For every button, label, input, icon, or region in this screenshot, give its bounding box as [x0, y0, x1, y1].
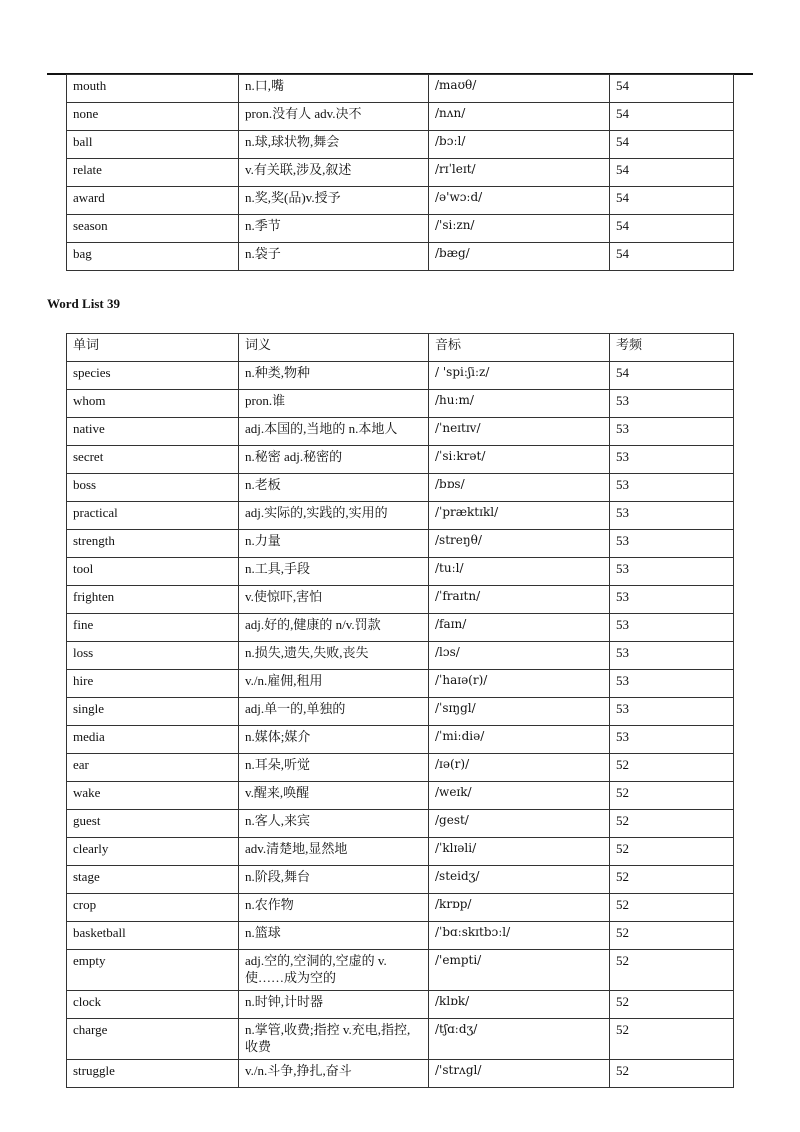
frequency-cell: 53	[610, 614, 734, 642]
vocabulary-table-continued	[66, 74, 734, 271]
table-row	[67, 950, 734, 991]
phonetic-cell: /faɪn/	[429, 614, 610, 642]
meaning-cell: adj.本国的,当地的 n.本地人	[239, 418, 429, 446]
meaning-cell: adj.实际的,实践的,实用的	[239, 502, 429, 530]
meaning-cell: pron.谁	[239, 390, 429, 418]
word-cell: boss	[67, 474, 239, 502]
word-cell: tool	[67, 558, 239, 586]
frequency-cell: 53	[610, 390, 734, 418]
word-cell: charge	[67, 1019, 239, 1060]
word-cell: loss	[67, 642, 239, 670]
table-row	[67, 502, 734, 530]
meaning-cell: n.时钟,计时器	[239, 991, 429, 1019]
section-title: Word List 39	[47, 296, 120, 311]
frequency-cell: 54	[610, 362, 734, 390]
word-cell: strength	[67, 530, 239, 558]
meaning-cell: n.掌管,收费;指控 v.充电,指控,收费	[239, 1019, 429, 1060]
frequency-cell: 52	[610, 950, 734, 991]
table-row	[67, 103, 734, 131]
table-row	[67, 894, 734, 922]
table-row	[67, 187, 734, 215]
table-row	[67, 215, 734, 243]
phonetic-cell: /steidʒ/	[429, 866, 610, 894]
phonetic-cell: /streŋθ/	[429, 530, 610, 558]
frequency-cell: 52	[610, 838, 734, 866]
frequency-cell: 53	[610, 586, 734, 614]
meaning-cell: n.季节	[239, 215, 429, 243]
phonetic-cell: /ə'wɔːd/	[429, 187, 610, 215]
frequency-cell: 54	[610, 243, 734, 271]
meaning-cell: n.球,球状物,舞会	[239, 131, 429, 159]
phonetic-cell: /ˈpræktɪkl/	[429, 502, 610, 530]
word-cell: ear	[67, 754, 239, 782]
phonetic-cell: /ɪə(r)/	[429, 754, 610, 782]
phonetic-cell: /klɒk/	[429, 991, 610, 1019]
phonetic-cell: / 'spiːʃiːz/	[429, 362, 610, 390]
frequency-cell: 52	[610, 754, 734, 782]
frequency-cell: 52	[610, 991, 734, 1019]
phonetic-cell: /ˈhaɪə(r)/	[429, 670, 610, 698]
meaning-cell: n.阶段,舞台	[239, 866, 429, 894]
word-cell: media	[67, 726, 239, 754]
word-cell: struggle	[67, 1060, 239, 1088]
table-row	[67, 474, 734, 502]
meaning-cell: n.口,嘴	[239, 75, 429, 103]
table-row	[67, 726, 734, 754]
table-row	[67, 446, 734, 474]
frequency-cell: 52	[610, 1060, 734, 1088]
frequency-cell: 54	[610, 159, 734, 187]
frequency-cell: 54	[610, 215, 734, 243]
header-word: 单词	[67, 334, 239, 362]
phonetic-cell: /tuːl/	[429, 558, 610, 586]
table-row	[67, 991, 734, 1019]
meaning-cell: v./n.斗争,挣扎,奋斗	[239, 1060, 429, 1088]
meaning-cell: n.奖,奖(品)v.授予	[239, 187, 429, 215]
table-row	[67, 131, 734, 159]
phonetic-cell: /nʌn/	[429, 103, 610, 131]
word-cell: stage	[67, 866, 239, 894]
vocabulary-table-word-list-39	[66, 333, 734, 1088]
table-row	[67, 810, 734, 838]
frequency-cell: 52	[610, 782, 734, 810]
header-meaning: 词义	[239, 334, 429, 362]
word-cell: native	[67, 418, 239, 446]
table-row	[67, 698, 734, 726]
word-cell: single	[67, 698, 239, 726]
meaning-cell: adj.单一的,单独的	[239, 698, 429, 726]
word-cell: fine	[67, 614, 239, 642]
meaning-cell: n.农作物	[239, 894, 429, 922]
table-row	[67, 418, 734, 446]
table-row	[67, 614, 734, 642]
phonetic-cell: /gest/	[429, 810, 610, 838]
frequency-cell: 52	[610, 894, 734, 922]
phonetic-cell: /tʃɑːdʒ/	[429, 1019, 610, 1060]
table-row	[67, 1019, 734, 1060]
table-row	[67, 243, 734, 271]
meaning-cell: n.老板	[239, 474, 429, 502]
meaning-cell: adj.好的,健康的 n/v.罚款	[239, 614, 429, 642]
frequency-cell: 53	[610, 530, 734, 558]
frequency-cell: 53	[610, 642, 734, 670]
frequency-cell: 54	[610, 187, 734, 215]
phonetic-cell: /ˈsiːkrət/	[429, 446, 610, 474]
meaning-cell: v./n.雇佣,租用	[239, 670, 429, 698]
table-row	[67, 754, 734, 782]
frequency-cell: 54	[610, 103, 734, 131]
frequency-cell: 54	[610, 75, 734, 103]
word-cell: species	[67, 362, 239, 390]
meaning-cell: n.袋子	[239, 243, 429, 271]
word-cell: frighten	[67, 586, 239, 614]
table-row	[67, 362, 734, 390]
word-cell: basketball	[67, 922, 239, 950]
frequency-cell: 52	[610, 810, 734, 838]
word-cell: bag	[67, 243, 239, 271]
phonetic-cell: /ˈfraɪtn/	[429, 586, 610, 614]
frequency-cell: 54	[610, 131, 734, 159]
header-phonetic: 音标	[429, 334, 610, 362]
meaning-cell: adv.清楚地,显然地	[239, 838, 429, 866]
meaning-cell: n.力量	[239, 530, 429, 558]
table-row	[67, 75, 734, 103]
phonetic-cell: /bɒs/	[429, 474, 610, 502]
word-cell: hire	[67, 670, 239, 698]
phonetic-cell: /maʊθ/	[429, 75, 610, 103]
word-cell: none	[67, 103, 239, 131]
meaning-cell: adj.空的,空洞的,空虚的 v.使……成为空的	[239, 950, 429, 991]
meaning-cell: n.种类,物种	[239, 362, 429, 390]
phonetic-cell: /lɔs/	[429, 642, 610, 670]
table-row	[67, 390, 734, 418]
word-cell: clearly	[67, 838, 239, 866]
phonetic-cell: /weɪk/	[429, 782, 610, 810]
phonetic-cell: /bɔːl/	[429, 131, 610, 159]
frequency-cell: 52	[610, 1019, 734, 1060]
phonetic-cell: /'siːzn/	[429, 215, 610, 243]
frequency-cell: 53	[610, 418, 734, 446]
phonetic-cell: /'strʌgl/	[429, 1060, 610, 1088]
table-row	[67, 159, 734, 187]
frequency-cell: 52	[610, 922, 734, 950]
table-row	[67, 782, 734, 810]
word-cell: crop	[67, 894, 239, 922]
meaning-cell: v.醒来,唤醒	[239, 782, 429, 810]
table-row	[67, 558, 734, 586]
frequency-cell: 53	[610, 446, 734, 474]
frequency-cell: 53	[610, 726, 734, 754]
word-cell: award	[67, 187, 239, 215]
phonetic-cell: /ˈmiːdiə/	[429, 726, 610, 754]
word-cell: empty	[67, 950, 239, 991]
frequency-cell: 53	[610, 502, 734, 530]
word-cell: secret	[67, 446, 239, 474]
phonetic-cell: /ˈbɑːskɪtbɔːl/	[429, 922, 610, 950]
phonetic-cell: /ˈklɪəli/	[429, 838, 610, 866]
frequency-cell: 53	[610, 474, 734, 502]
frequency-cell: 53	[610, 670, 734, 698]
meaning-cell: v.使惊吓,害怕	[239, 586, 429, 614]
meaning-cell: n.秘密 adj.秘密的	[239, 446, 429, 474]
table-row	[67, 530, 734, 558]
word-cell: mouth	[67, 75, 239, 103]
meaning-cell: n.客人,来宾	[239, 810, 429, 838]
table-header-row	[67, 334, 734, 362]
word-cell: wake	[67, 782, 239, 810]
word-cell: guest	[67, 810, 239, 838]
phonetic-cell: /huːm/	[429, 390, 610, 418]
meaning-cell: n.篮球	[239, 922, 429, 950]
phonetic-cell: /bæg/	[429, 243, 610, 271]
table-row	[67, 866, 734, 894]
word-cell: clock	[67, 991, 239, 1019]
word-cell: practical	[67, 502, 239, 530]
frequency-cell: 53	[610, 698, 734, 726]
meaning-cell: pron.没有人 adv.决不	[239, 103, 429, 131]
table-row	[67, 838, 734, 866]
frequency-cell: 53	[610, 558, 734, 586]
word-cell: ball	[67, 131, 239, 159]
phonetic-cell: /ˈneɪtɪv/	[429, 418, 610, 446]
meaning-cell: v.有关联,涉及,叙述	[239, 159, 429, 187]
word-cell: whom	[67, 390, 239, 418]
table-row	[67, 922, 734, 950]
table-row	[67, 586, 734, 614]
meaning-cell: n.损失,遗失,失败,丧失	[239, 642, 429, 670]
phonetic-cell: /rɪˈleɪt/	[429, 159, 610, 187]
table-row	[67, 642, 734, 670]
header-frequency: 考频	[610, 334, 734, 362]
word-cell: relate	[67, 159, 239, 187]
table-row	[67, 1060, 734, 1088]
word-cell: season	[67, 215, 239, 243]
meaning-cell: n.工具,手段	[239, 558, 429, 586]
phonetic-cell: /krɒp/	[429, 894, 610, 922]
table-row	[67, 670, 734, 698]
phonetic-cell: /'empti/	[429, 950, 610, 991]
frequency-cell: 52	[610, 866, 734, 894]
meaning-cell: n.耳朵,听觉	[239, 754, 429, 782]
meaning-cell: n.媒体;媒介	[239, 726, 429, 754]
phonetic-cell: /ˈsɪŋgl/	[429, 698, 610, 726]
